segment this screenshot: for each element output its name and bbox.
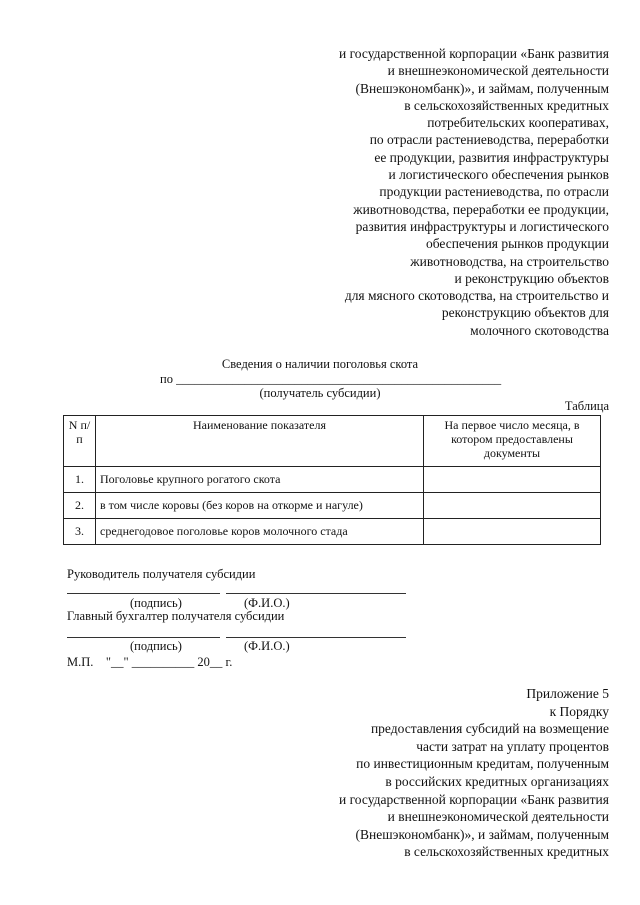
header-line: по отрасли растениеводства, переработки (369, 132, 609, 148)
head-sign-label: (подпись) (130, 596, 182, 610)
row-num: 2. (64, 493, 96, 519)
table-row (64, 493, 601, 519)
recipient-note: (получатель субсидии) (259, 386, 381, 400)
appendix-line: по инвестиционным кредитам, полученным (356, 756, 609, 772)
accountant-sign-label: (подпись) (130, 639, 182, 653)
header-num: N п/п (64, 416, 96, 467)
row-indicator: среднегодовое поголовье коров молочного стада (96, 519, 424, 545)
header-line: обеспечения рынков продукции (425, 236, 609, 252)
head-sign-underline (67, 593, 220, 594)
row-indicator: в том числе коровы (без коров на откорме и нагуле) (96, 493, 424, 519)
header-line: молочного скотоводства (470, 322, 609, 338)
appendix-line: и внешнеэкономической деятельности (387, 809, 609, 825)
header-line: ее продукции, развития инфраструктуры (374, 149, 609, 165)
header-line: для мясного скотоводства, на строительство и (344, 288, 609, 304)
header-line: (Внешэкономбанк)», и займам, полученным (355, 80, 609, 96)
appendix-line: в сельскохозяйственных кредитных (404, 844, 609, 860)
table-row (64, 519, 601, 545)
appendix-line: к Порядку (549, 703, 609, 719)
header-line: и государственной корпорации «Банк развития (339, 46, 609, 61)
appendix-line: части затрат на уплату процентов (416, 738, 609, 754)
recipient-line: по ____________________________________________________ (160, 372, 502, 386)
accountant-name-label: (Ф.И.О.) (244, 639, 290, 653)
row-value (424, 467, 601, 493)
head-name-underline (226, 593, 406, 594)
head-name-label: (Ф.И.О.) (244, 596, 290, 610)
row-value (424, 493, 601, 519)
head-title: Руководитель получателя субсидии (67, 567, 256, 581)
header-line: в сельскохозяйственных кредитных (404, 97, 609, 113)
accountant-name-underline (226, 637, 406, 638)
appendix-line: (Внешэкономбанк)», и займам, полученным (355, 826, 609, 842)
row-num: 3. (64, 519, 96, 545)
header-line: развития инфраструктуры и логистического (355, 218, 609, 234)
row-num: 1. (64, 467, 96, 493)
row-value (424, 519, 601, 545)
table-row (64, 467, 601, 493)
header-text-block (339, 45, 609, 339)
header-line: и внешнеэкономической деятельности (387, 63, 609, 79)
appendix-text-block (339, 685, 609, 861)
header-line: продукции растениеводства, по отрасли (379, 184, 609, 200)
appendix-line: и государственной корпорации «Банк развития (339, 791, 609, 807)
accountant-title: Главный бухгалтер получателя субсидии (67, 609, 285, 623)
header-value: На первое число месяца, в котором предоставлены документы (424, 416, 601, 467)
header-line: животноводства, переработки ее продукции, (353, 201, 609, 217)
row-indicator: Поголовье крупного рогатого скота (96, 467, 424, 493)
header-line: потребительских кооперативах, (427, 115, 609, 131)
header-line: животноводства, на строительство (410, 253, 609, 269)
header-line: и реконструкцию объектов (454, 270, 609, 286)
appendix-line: в российских кредитных организациях (385, 773, 609, 789)
stamp-date-line: М.П. "__" __________ 20__ г. (67, 655, 233, 669)
info-title: Сведения о наличии поголовья скота (221, 357, 419, 371)
appendix-line: предоставления субсидий на возмещение (370, 721, 609, 737)
accountant-sign-underline (67, 637, 220, 638)
header-line: и логистического обеспечения рынков (388, 167, 609, 183)
livestock-table (63, 415, 601, 545)
table-caption: Таблица (564, 399, 609, 413)
header-indicator: Наименование показателя (96, 416, 424, 467)
appendix-line: Приложение 5 (526, 686, 609, 701)
table-header-row (64, 416, 601, 467)
header-line: реконструкцию объектов для (441, 305, 609, 321)
